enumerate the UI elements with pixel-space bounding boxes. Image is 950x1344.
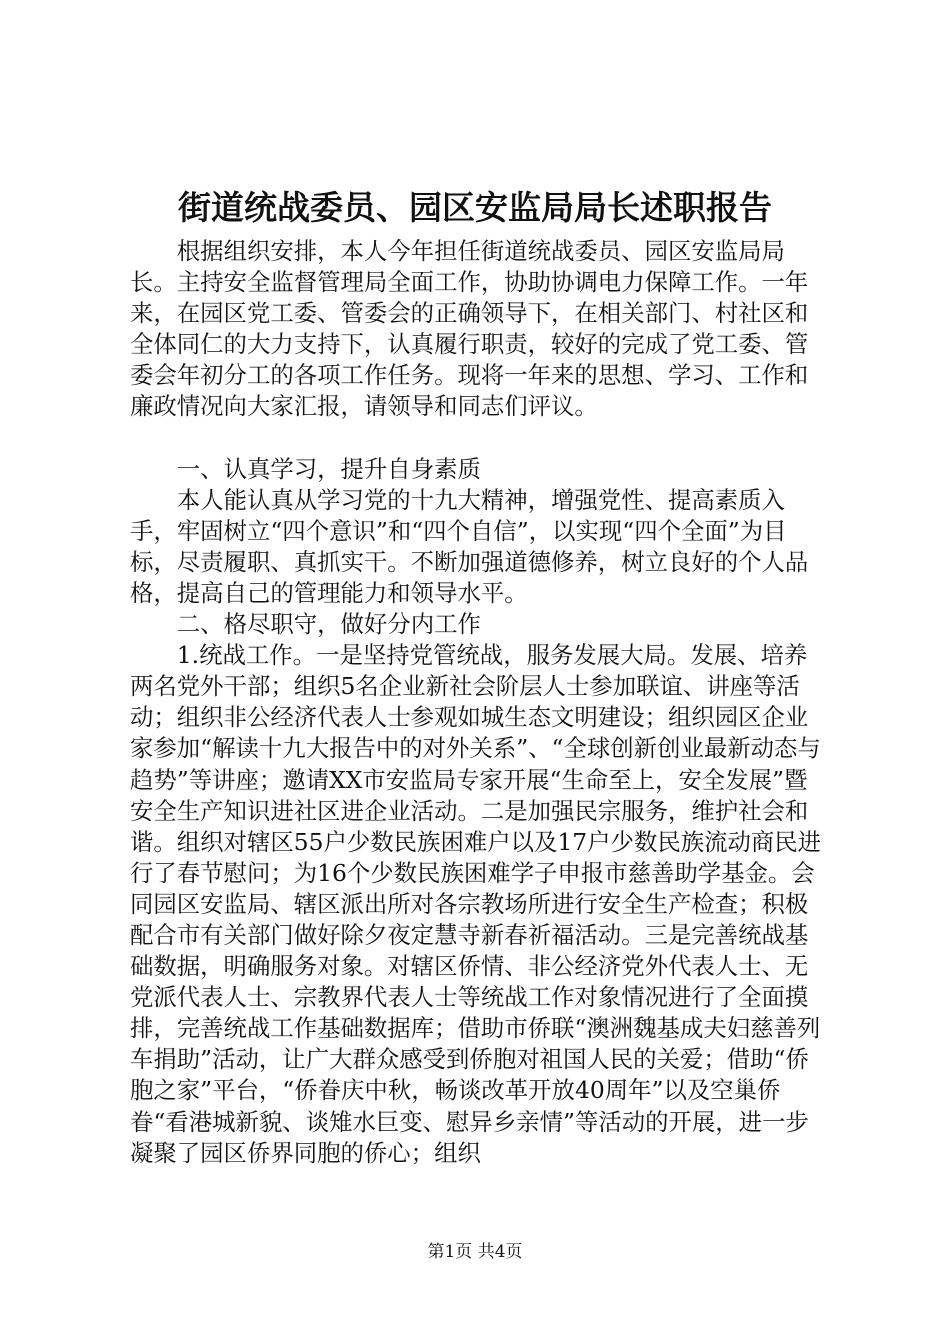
section-heading-2: 二、格尽职守，做好分内工作 [176, 610, 481, 639]
page-footer: 第1页 共4页 [427, 1242, 523, 1262]
section-1-paragraph: 本人能认真从学习党的十九大精神，增强党性、提高素质入手，牢固树立“四个意识”和“四个自信”，以实现“四个全面”为目标，尽责履职、真抓实干。不断加强道德修养，树立良好的个人品格，提高自己的管理能力和领导水平。 [130, 485, 809, 607]
section-heading-1: 一、认真学习，提升自身素质 [176, 454, 481, 483]
intro-paragraph: 根据组织安排，本人今年担任街道统战委员、园区安监局局长。主持安全监督管理局全面工作，协助协调电力保障工作。一年来，在园区党工委、管委会的正确领导下，在相关部门、村社区和全体同仁的大力支持下，认真履行职责，较好的完成了党工委、管委会年初分工的各项工作任务。现将一年来的思想、学习、工作和廉政情况向大家汇报，请领导和同志们评议。 [130, 237, 809, 421]
document-body [130, 236, 830, 1169]
document-title: 街道统战委员、园区安监局局长述职报告 [178, 188, 772, 227]
section-2-paragraph: 1.统战工作。一是坚持党管统战，服务发展大局。发展、培养两名党外干部；组织5名企业新社会阶层人士参加联谊、讲座等活动；组织非公经济代表人士参观如城生态文明建设；组织园区企业家参加“解读十九大报告中的对外关系”、“全球创新创业最新动态与趋势”等讲座；邀请XX市安监局专家开展“生命至上，安全发展”暨安全生产知识进社区进企业活动。二是加强民宗服务，维护社会和谐。组织对辖区55户少数民族困难户以及17户少数民族流动商民进行了春节慰问；为16个少数民族困难学子申报市慈善助学基金。会同园区安监局、辖区派出所对各宗教场所进行安全生产检查；积极配合市有关部门做好除夕夜定慧寺新春祈福活动。三是完善统战基础数据，明确服务对象。对辖区侨情、非公经济党外代表人士、无党派代表人士、宗教界代表人士等统战工作对象情况进行了全面摸排，完善统战工作基础数据库；借助市侨联“澳洲魏基成夫妇慈善列车捐助”活动，让广大群众感受到侨胞对祖国人民的关爱；借助“侨胞之家”平台，“侨眷庆中秋，畅谈改革开放40周年”以及空巢侨眷“看港城新貌、谈雉水巨变、慰异乡亲情”等活动的开展，进一步凝聚了园区侨界同胞的侨心；组织 [130, 641, 822, 1167]
